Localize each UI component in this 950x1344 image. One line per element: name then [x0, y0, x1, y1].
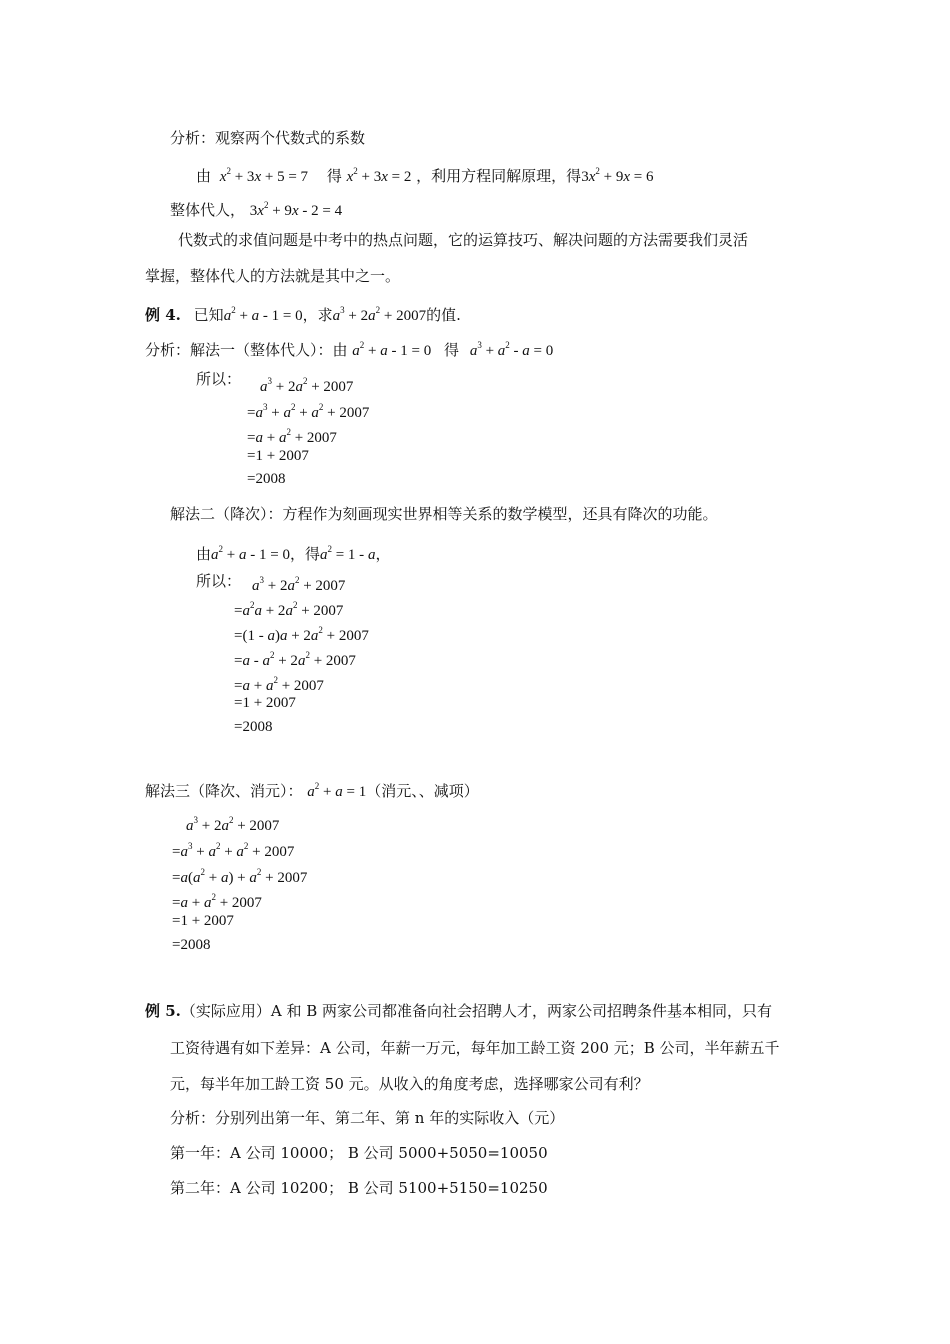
equation: $a^3 + a^2 - a = 0$	[469, 340, 554, 359]
step: =2008	[172, 937, 211, 953]
text: 整体代人，	[170, 201, 246, 219]
analysis-line: 分析：观察两个代数式的系数	[170, 129, 366, 147]
equation: $3x^2 + 9x - 2 = 4$	[249, 200, 343, 219]
step: =1 + 2007	[247, 448, 309, 464]
step: =1 + 2007	[234, 695, 296, 711]
equation: $a^2 = 1 - a$	[319, 544, 376, 563]
method-1-line	[145, 335, 553, 361]
step: $=a - a^2 + 2a^2 + 2007$	[234, 650, 356, 669]
equation: $a^2 + a - 1 = 0$	[223, 305, 303, 324]
step: $=a^2a + 2a^2 + 2007$	[234, 600, 344, 619]
step: =2008	[247, 471, 286, 487]
step: $=a(a^2 + a) + a^2 + 2007$	[172, 867, 308, 886]
step: $=a + a^2 + 2007$	[234, 675, 324, 694]
example-4-heading	[145, 300, 461, 326]
step: $=a + a^2 + 2007$	[172, 892, 262, 911]
paragraph-line: 元，每半年加工龄工资 50 元。从收入的角度考虑，选择哪家公司有利？	[170, 1075, 649, 1093]
equation: $x^2 + 3x = 2$	[346, 166, 412, 185]
equation: $a^2 + a = 1$	[307, 781, 367, 800]
year-2-line: 第二年：A 公司 10200； B 公司 5100+5150=10250	[170, 1179, 548, 1197]
suoyi-label: 所以：	[196, 370, 242, 388]
step: $a^3 + 2a^2 + 2007$	[260, 376, 354, 395]
text: （实际应用）A 和 B 两家公司都准备向社会招聘人才，两家公司招聘条件基本相同，只有	[180, 1002, 773, 1020]
text: （消元、、减项）	[366, 782, 479, 800]
analysis-line: 分析：分别列出第一年、第二年、第 n 年的实际收入（元）	[170, 1109, 565, 1127]
equation: $a^3 + 2a^2 + 2007$	[332, 305, 427, 324]
text: 得	[444, 341, 460, 359]
text: ，利用方程同解原理，得	[416, 167, 582, 185]
step: =2008	[234, 719, 273, 735]
text: ，得	[289, 545, 320, 563]
equation: $a^2 + a - 1 = 0$	[211, 544, 290, 563]
suoyi-label: 所以：	[196, 572, 242, 590]
example-label: 例 4.	[145, 306, 181, 324]
substitution-line	[170, 195, 342, 221]
step: $a^3 + 2a^2 + 2007$	[252, 575, 346, 594]
step: $=(1 - a)a + 2a^2 + 2007$	[234, 625, 369, 644]
text: 由	[196, 167, 212, 185]
step: $=a^3 + a^2 + a^2 + 2007$	[172, 841, 295, 860]
paragraph-line: 掌握，整体代人的方法就是其中之一。	[145, 267, 401, 285]
step: $=a^3 + a^2 + a^2 + 2007$	[247, 402, 370, 421]
method-3-line	[145, 776, 479, 802]
text: ，求	[302, 306, 333, 324]
step: $a^3 + 2a^2 + 2007$	[186, 815, 280, 834]
example-5-heading	[145, 1001, 772, 1021]
method-2-line: 解法二（降次）：方程作为刻画现实世界相等关系的数学模型，还具有降次的功能。	[170, 505, 718, 523]
step: =1 + 2007	[172, 913, 234, 929]
equation: $3x^2 + 9x = 6$	[581, 166, 654, 185]
method-2-cond	[196, 539, 390, 565]
step: $=a + a^2 + 2007$	[247, 427, 337, 446]
paragraph-line: 工资待遇有如下差异：A 公司，年薪一万元，每年加工龄工资 200 元；B 公司，半年薪五千	[170, 1039, 780, 1057]
equation: $x^2 + 3x + 5 = 7$	[219, 166, 309, 185]
text: ，	[375, 545, 391, 563]
text: 的值.	[426, 306, 461, 324]
text: 解法三（降次、消元）：	[145, 782, 303, 800]
example-label: 例 5.	[145, 1002, 181, 1020]
text: 由	[196, 545, 212, 563]
text: 得	[326, 167, 342, 185]
year-1-line: 第一年：A 公司 10000； B 公司 5000+5050=10050	[170, 1144, 548, 1162]
paragraph-line: 代数式的求值问题是中考中的热点问题，它的运算技巧、解决问题的方法需要我们灵活	[178, 231, 749, 249]
equation: $a^2 + a - 1 = 0$	[352, 340, 432, 359]
equation-line	[196, 161, 653, 187]
text: 已知	[193, 306, 224, 324]
text: 分析：解法一（整体代人）：由	[145, 341, 348, 359]
